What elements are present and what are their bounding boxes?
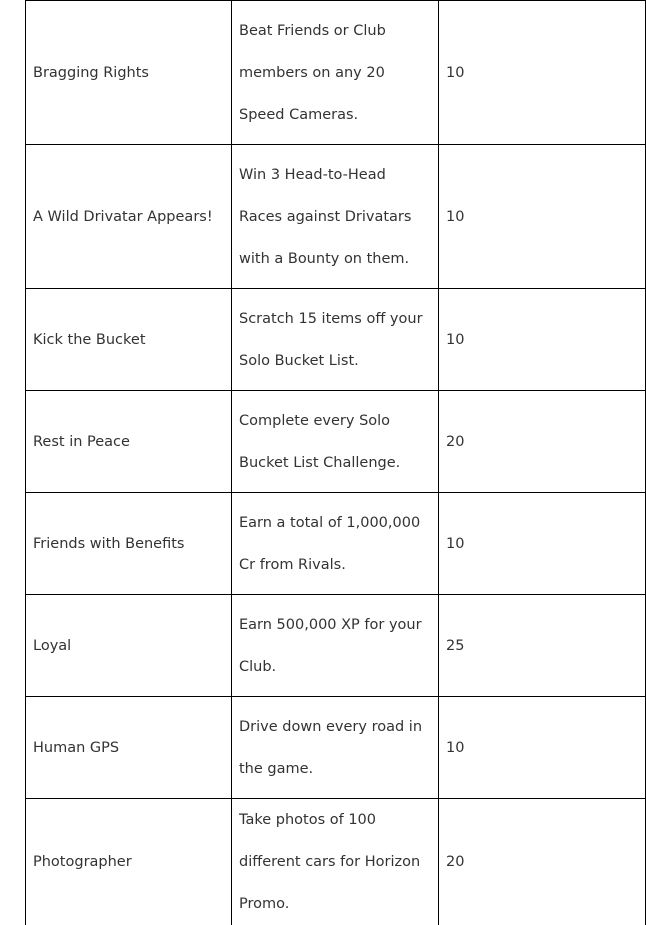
achievement-description: Drive down every road in the game. <box>232 697 439 799</box>
achievement-name: A Wild Drivatar Appears! <box>26 145 232 289</box>
table-row <box>26 799 646 925</box>
achievement-description: Earn 500,000 XP for your Club. <box>232 595 439 697</box>
achievement-points: 20 <box>439 799 646 925</box>
table-row <box>26 493 646 595</box>
achievement-name: Photographer <box>26 799 232 925</box>
achievement-name: Friends with Benefits <box>26 493 232 595</box>
achievement-description: Win 3 Head-to-Head Races against Drivatars with a Bounty on them. <box>232 145 439 289</box>
achievement-name: Human GPS <box>26 697 232 799</box>
achievement-points: 20 <box>439 391 646 493</box>
table-row <box>26 595 646 697</box>
achievements-table <box>25 0 646 925</box>
achievement-description: Scratch 15 items off your Solo Bucket List. <box>232 289 439 391</box>
achievement-name: Bragging Rights <box>26 1 232 145</box>
achievement-name: Loyal <box>26 595 232 697</box>
table-row <box>26 697 646 799</box>
achievement-description: Beat Friends or Club members on any 20 Speed Cameras. <box>232 1 439 145</box>
table-row <box>26 391 646 493</box>
achievement-points: 10 <box>439 289 646 391</box>
achievements-table-wrapper <box>25 0 645 925</box>
achievement-name: Rest in Peace <box>26 391 232 493</box>
achievement-name: Kick the Bucket <box>26 289 232 391</box>
table-row <box>26 1 646 145</box>
table-row <box>26 289 646 391</box>
achievement-points: 10 <box>439 1 646 145</box>
achievement-points: 10 <box>439 697 646 799</box>
achievement-description: Take photos of 100 different cars for Horizon Promo. <box>232 799 439 925</box>
achievement-description: Earn a total of 1,000,000 Cr from Rivals. <box>232 493 439 595</box>
achievement-points: 10 <box>439 493 646 595</box>
table-row <box>26 145 646 289</box>
achievement-description: Complete every Solo Bucket List Challenge. <box>232 391 439 493</box>
achievement-points: 25 <box>439 595 646 697</box>
achievement-points: 10 <box>439 145 646 289</box>
